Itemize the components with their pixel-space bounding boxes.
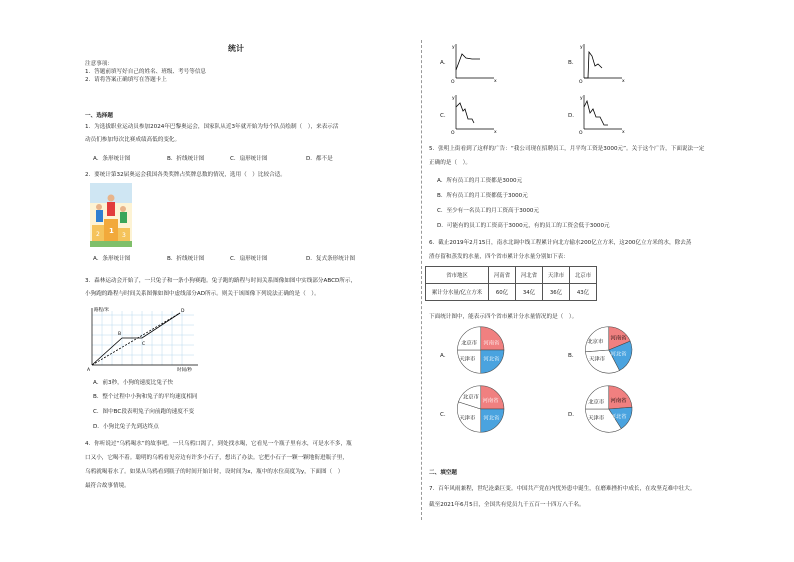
q5-option-a[interactable]: A．所有员工的月工资都是3000元 [437, 178, 523, 184]
q3-option-c[interactable]: C．图中BC段表明兔子向前跑的速度不变 [93, 409, 195, 415]
table-header-cell: 河北省 [516, 267, 543, 284]
q3-option-b[interactable]: B．整个过程中小狗和兔子的平均速度相同 [93, 394, 198, 400]
table-cell: 43亿 [570, 284, 597, 301]
q6-option-a[interactable]: A． [440, 353, 450, 359]
q4-line-3: 乌鸦就喝着水了。如果从乌鸦看到瓶子的时间开始计时，设时间为x，瓶中的水位高度为y，下面图（ ） [85, 469, 344, 475]
q3-ylabel: 路程/米 [94, 308, 110, 313]
svg-text:y: y [452, 45, 455, 50]
column-divider [421, 40, 422, 520]
svg-text:y: y [452, 96, 455, 101]
svg-text:x: x [494, 130, 497, 135]
table-cell: 34亿 [516, 284, 543, 301]
svg-text:北京市: 北京市 [462, 394, 479, 401]
q4-graph-d[interactable] [578, 93, 626, 135]
table-header-cell: 河南省 [489, 267, 516, 284]
q2-option-a[interactable]: A．条形统计图 [93, 256, 131, 262]
q1-option-b[interactable]: B．折线统计图 [167, 156, 205, 162]
q5-option-d[interactable]: D．可能有的员工的工资高于3000元，有的员工的工资会低于3000元 [437, 223, 610, 229]
q4-graph-a[interactable] [450, 42, 498, 84]
q3-distance-time-graph [84, 305, 204, 373]
q4-line-4: 最符合故事情境。 [85, 483, 130, 489]
q4-line-2: 口又小，它喝不着。聪明的乌鸦看见旁边有许多小石子，想出了办法。它把小石子一颗一颗地衔进瓶子里， [85, 455, 348, 461]
svg-text:天津市: 天津市 [589, 356, 606, 363]
q6-pie-d[interactable] [580, 384, 650, 434]
q3-option-d[interactable]: D．小狗比兔子先到达终点 [93, 424, 159, 430]
point-a-label: A [87, 368, 91, 373]
q1-line-2: 动员们参加每次比赛成绩高低的变化。 [85, 137, 181, 143]
svg-text:O: O [579, 80, 583, 84]
svg-text:天津市: 天津市 [459, 415, 476, 422]
note-2: 2．请将答案正确填写在答题卡上 [85, 77, 167, 83]
svg-text:河南省: 河南省 [482, 397, 499, 404]
q6-pie-b[interactable] [580, 325, 650, 375]
svg-text:y: y [580, 45, 583, 50]
q1-option-d[interactable]: D．都不是 [306, 156, 333, 162]
svg-text:O: O [451, 80, 455, 84]
svg-text:x: x [622, 79, 625, 84]
svg-text:河南省: 河南省 [610, 335, 627, 342]
q6-water-table [425, 266, 597, 301]
section-fill: 二、填空题 [429, 470, 457, 476]
svg-text:天津市: 天津市 [459, 356, 476, 363]
svg-text:北京市: 北京市 [461, 340, 478, 347]
svg-text:y: y [580, 96, 583, 101]
q6-option-d[interactable]: D． [568, 412, 578, 418]
svg-text:x: x [494, 79, 497, 84]
q4-graph-c[interactable] [450, 93, 498, 135]
svg-text:1: 1 [109, 227, 114, 235]
q7-line-1: 7．百年风雨兼程，世纪沧桑巨变。中国共产党在内忧外患中诞生，在磨难挫折中成长，在攻坚克难中壮大。 [429, 486, 696, 492]
point-d-label: D [181, 309, 185, 314]
q5-option-b[interactable]: B．所有员工的月工资都低于3000元 [437, 193, 528, 199]
svg-text:河南省: 河南省 [610, 397, 627, 404]
svg-text:3: 3 [122, 232, 126, 239]
q3-xlabel: 时间/秒 [177, 368, 193, 373]
q6-option-b[interactable]: B． [568, 353, 578, 359]
q4-option-c[interactable]: C． [440, 113, 450, 119]
svg-text:O: O [579, 131, 583, 135]
dog-dashed-line [92, 313, 180, 365]
podium-illustration [90, 183, 132, 247]
q7-line-2: 截至2021年6月5日，全国共有党员九千五百一十四万八千名。 [429, 502, 585, 508]
svg-text:O: O [451, 131, 455, 135]
q4-option-d[interactable]: D． [568, 113, 578, 119]
q2-option-c[interactable]: C．扇形统计图 [230, 256, 268, 262]
svg-text:北京市: 北京市 [587, 338, 604, 345]
table-header-cell: 省市地区 [426, 267, 489, 284]
q6-pie-c[interactable] [452, 384, 522, 434]
table-cell: 36亿 [543, 284, 570, 301]
notes-title: 注意事项： [85, 61, 113, 67]
q6-line-1: 6．截止2019年2月15日，南水北调中线工程累计向北方输水200亿立方米，这200亿立方米的水，除去蒸 [429, 240, 692, 246]
q6-pie-a[interactable] [452, 325, 522, 375]
q2-line: 2．要统计第32届奥运会我国各类奖牌占奖牌总数的情况，选用（ ）比较合适。 [85, 172, 286, 178]
point-c-label: C [142, 342, 146, 347]
table-header-cell: 北京市 [570, 267, 597, 284]
q4-graph-b[interactable] [578, 42, 626, 84]
q6-prompt: 下面统计图中，能表示四个省市累计分水量情况的是（ ）。 [429, 314, 578, 320]
q4-line-1: 4．你听说过“乌鸦喝水”的故事吧。一只乌鸦口渴了，到处找水喝，它看见一个瓶子里有水，可是水不多，瓶 [85, 441, 352, 447]
svg-text:x: x [622, 130, 625, 135]
point-b-label: B [118, 332, 122, 337]
q3-option-a[interactable]: A．前3秒，小狗的速度比兔子快 [93, 380, 174, 386]
q4-option-b[interactable]: B． [568, 60, 578, 66]
svg-text:2: 2 [96, 231, 100, 238]
table-cell: 累计分水量/亿立方米 [426, 284, 489, 301]
athlete-head-icon [108, 195, 115, 202]
q6-option-c[interactable]: C． [440, 412, 450, 418]
q5-option-c[interactable]: C．至少有一名员工的月工资高于3000元 [437, 208, 540, 214]
svg-text:北京市: 北京市 [588, 399, 605, 406]
section-choice: 一、选择题 [85, 113, 113, 119]
svg-text:河北省: 河北省 [483, 415, 500, 422]
svg-text:河北省: 河北省 [610, 351, 627, 358]
q1-line-1: 1．为选拔职业运动员参加2024年巴黎奥运会，国家队从近3年就开始为每个队员绘制（ ），来表示活 [85, 124, 339, 130]
q3-line-2: 小狗跑的路程与时间关系图像如图中虚线部分AD所示。则关于该图像下列说法正确的是（ ）。 [85, 291, 320, 297]
q3-line-1: 3．森林运动会开始了，一只兔子和一条小狗赛跑。兔子跑的路程与时间关系图像如图中实线部分ABCD所示， [85, 278, 357, 284]
svg-text:河南省: 河南省 [483, 340, 500, 347]
q5-line-2: 正确的是（ ）。 [429, 160, 471, 166]
svg-text:河北省: 河北省 [610, 413, 627, 420]
q2-option-b[interactable]: B．折线统计图 [167, 256, 205, 262]
q5-line-1: 5．张明上街看到了这样的广告：“我公司现在招聘员工，月平均工资是3000元”。关于这个广告，下面说法一定 [429, 146, 705, 152]
note-1: 1．答题前填写好自己的姓名、班级、考号等信息 [85, 69, 207, 75]
page-title: 统计 [228, 44, 244, 53]
q6-line-2: 渣存留和蒸发的水量，四个省市累计分水量分别如下表： [429, 254, 569, 260]
q2-option-d[interactable]: D．复式条形统计图 [306, 256, 356, 262]
q1-option-a[interactable]: A．条形统计图 [93, 156, 131, 162]
q4-option-a[interactable]: A． [440, 60, 450, 66]
table-row [426, 267, 597, 284]
svg-text:天津市: 天津市 [588, 415, 605, 422]
q1-option-c[interactable]: C．扇形统计图 [230, 156, 268, 162]
table-row [426, 284, 597, 301]
table-cell: 60亿 [489, 284, 516, 301]
table-header-cell: 天津市 [543, 267, 570, 284]
svg-text:河北省: 河北省 [483, 356, 500, 363]
